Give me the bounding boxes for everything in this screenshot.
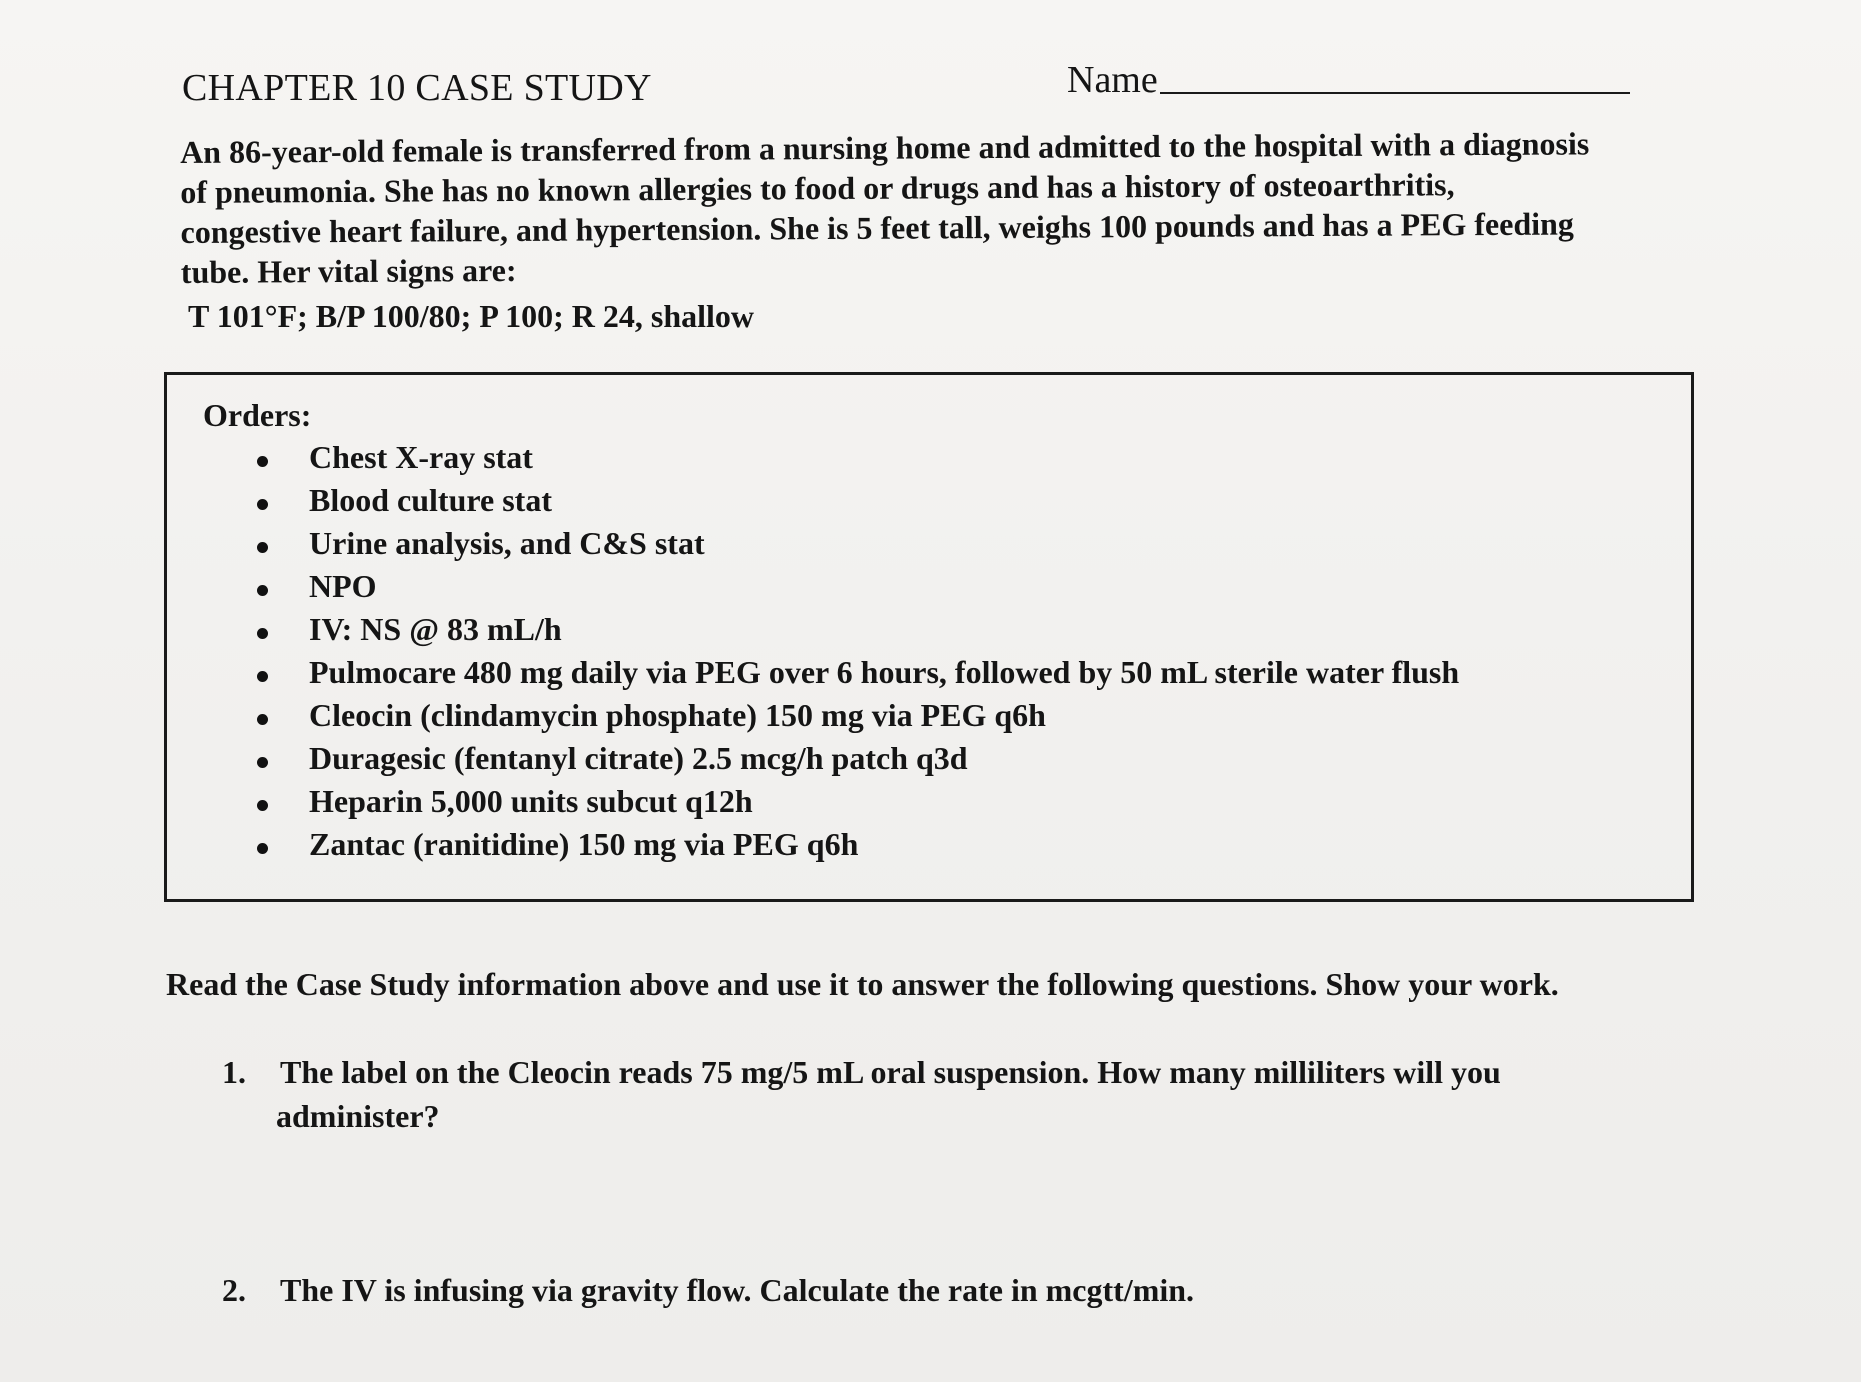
question-number: 1. xyxy=(222,1054,246,1090)
order-item-text: Cleocin (clindamycin phosphate) 150 mg via PEG q6h xyxy=(309,697,1046,733)
order-item-text: Heparin 5,000 units subcut q12h xyxy=(309,783,753,819)
bullet-icon xyxy=(257,542,268,553)
intro-line: of pneumonia. She has no known allergies to food or drugs and has a history of osteoarthritis, xyxy=(180,166,1455,210)
case-description xyxy=(180,123,1721,292)
bullet-icon xyxy=(257,499,268,510)
bullet-icon xyxy=(257,843,268,854)
order-item-text: IV: NS @ 83 mL/h xyxy=(309,611,562,647)
intro-line: tube. Her vital signs are: xyxy=(180,251,517,290)
vital-signs: T 101°F; B/P 100/80; P 100; R 24, shallow xyxy=(188,298,755,334)
intro-line: An 86-year-old female is transferred from a nursing home and admitted to the hospital with a diagnosis xyxy=(180,125,1590,170)
bullet-icon xyxy=(257,585,268,596)
question-number: 2. xyxy=(222,1272,246,1308)
orders-heading: Orders: xyxy=(203,397,312,433)
order-item-text: Zantac (ranitidine) 150 mg via PEG q6h xyxy=(309,826,859,862)
question-text: The IV is infusing via gravity flow. Calculate the rate in mcgtt/min. xyxy=(280,1272,1195,1308)
order-item-text: NPO xyxy=(309,568,377,604)
bullet-icon xyxy=(257,714,268,725)
question-text-continued: administer? xyxy=(276,1098,440,1134)
bullet-icon xyxy=(257,800,268,811)
order-item-text: Chest X-ray stat xyxy=(309,439,533,475)
question-1 xyxy=(222,1050,1702,1138)
name-blank-line xyxy=(1160,92,1630,94)
bullet-icon xyxy=(257,671,268,682)
order-item-text: Duragesic (fentanyl citrate) 2.5 mcg/h patch q3d xyxy=(309,740,968,776)
bullet-icon xyxy=(257,628,268,639)
orders-box xyxy=(164,372,1694,902)
name-label: Name xyxy=(1067,59,1158,101)
order-item-text: Blood culture stat xyxy=(309,482,552,518)
order-item-text: Urine analysis, and C&S stat xyxy=(309,525,705,561)
question-text: The label on the Cleocin reads 75 mg/5 mL oral suspension. How many milliliters will you xyxy=(280,1054,1501,1090)
question-2 xyxy=(222,1268,1702,1312)
header xyxy=(182,59,1652,126)
intro-line: congestive heart failure, and hypertension. She is 5 feet tall, weighs 100 pounds and has a PEG feeding xyxy=(180,205,1574,250)
order-item-text: Pulmocare 480 mg daily via PEG over 6 hours, followed by 50 mL sterile water flush xyxy=(309,654,1460,690)
chapter-title: CHAPTER 10 CASE STUDY xyxy=(182,67,652,109)
name-field xyxy=(1067,58,1630,102)
bullet-icon xyxy=(257,456,268,467)
bullet-icon xyxy=(257,757,268,768)
instructions: Read the Case Study information above and use it to answer the following questions. Show your work. xyxy=(166,966,1559,1002)
